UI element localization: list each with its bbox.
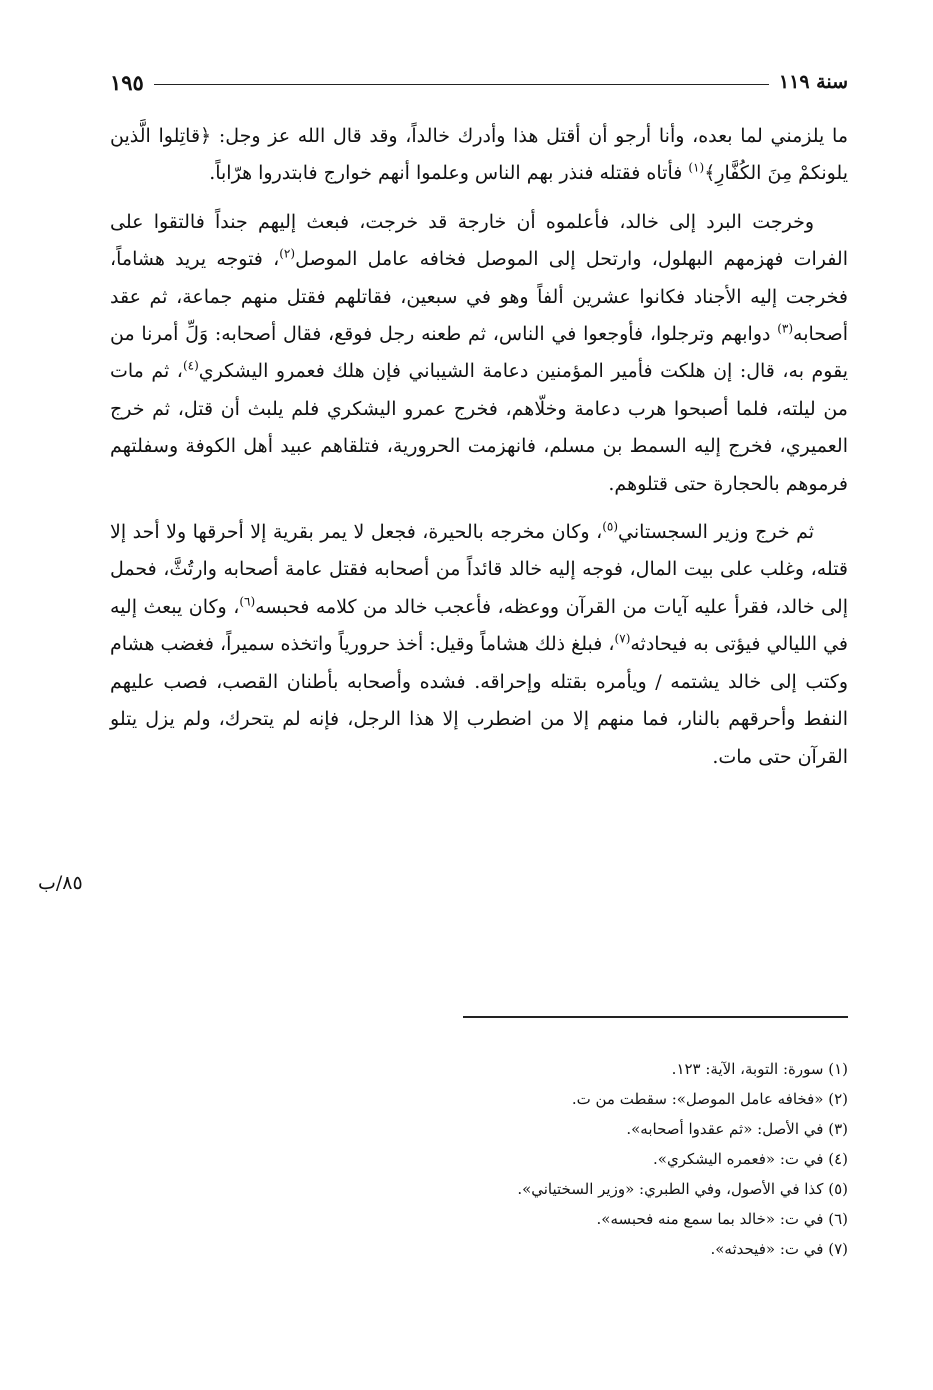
footnote-ref: (٧) — [614, 631, 631, 646]
paragraph-1 — [110, 118, 848, 193]
paragraph-text: فأتاه فقتله فنذر بهم الناس وعلموا أنهم خوارج فابتدروا هرّاباً. — [209, 162, 689, 185]
footnote-ref: (٥) — [602, 519, 619, 534]
header-rule — [154, 84, 769, 85]
footnote-separator — [463, 1016, 848, 1018]
footnote-2: (٢) «فخافه عامل الموصل»: سقطت من ت. — [571, 1090, 848, 1108]
paragraph-3 — [110, 514, 848, 776]
running-title: سنة ١١٩ — [778, 71, 848, 93]
footnote-ref: (٢) — [279, 246, 296, 261]
paragraph-text: دوابهم وترجلوا، فأوجعوا في الناس، ثم طعنه رجل فوقع، فقال أصحابه: وَلِّ أمرنا من يقوم به، قال: إن هلكت فأمير المؤمنين دعامة الشيباني فإن هلك فعمرو اليشكري — [110, 323, 849, 383]
main-text — [110, 118, 848, 787]
paragraph-text: ، ثم مات من ليلته، فلما أصبحوا هرب دعامة وخلّاهم، فخرج عمرو اليشكري فلم يلبث أن قتل، ثم خرج العميري، فخرج إليه السمط بن مسلم، فانهزمت الحرورية، فتلقاهم عبيد أهل الكوفة وسفلتهم فرموهم بالحجارة حتى قتلوهم. — [110, 360, 848, 495]
footnote-7: (٧) في ت: «فيحدثه». — [710, 1240, 848, 1258]
footnote-6: (٦) في ت: «خالد بما سمع منه فحبسه». — [596, 1210, 848, 1228]
paragraph-text: ، وكان مخرجه بالحيرة، فجعل لا يمر بقرية إلا أحرقها ولا أحد إلا قتله، وغلب على بيت المال، فوجه إليه خالد قائداً من أصحابه فقتل عامة أصحابه وارتُثَّ، فحمل إلى خالد، فقرأ عليه آيات من القرآن ووعظه، فأعجب خالد من كلامه فحبسه — [110, 521, 848, 618]
footnote-5: (٥) كذا في الأصول، وفي الطبري: «وزير السختياني». — [517, 1180, 848, 1198]
paragraph-text: ، فتوجه يريد هشاماً، فخرجت إليه الأجناد فكانوا عشرين ألفاً وهو في سبعين، فقاتلهم فقتل منهم جماعة، ثم عقد أصحابه — [110, 248, 848, 346]
paragraph-text: ما يلزمني لما بعده، وأنا أرجو أن أقتل هذا وأدرك خالداً، وقد قال الله عز وجل: ﴿قاتِلوا الَّذين يلونكمْ مِنَ الكُفَّارِ﴾ — [110, 125, 848, 185]
page-header — [110, 62, 848, 102]
paragraph-text: ثم خرج وزير السجستاني — [618, 521, 814, 544]
page-number: ١٩٥ — [110, 69, 144, 95]
footnote-ref: (٣) — [777, 321, 794, 336]
footnotes — [110, 1054, 848, 1264]
footnote-ref: (١) — [688, 161, 705, 176]
footnote-ref: (٤) — [182, 359, 199, 374]
footnote-1: (١) سورة: التوبة، الآية: ١٢٣. — [671, 1060, 848, 1078]
paragraph-text: ، وكان يبعث إليه في الليالي فيؤتى به فيحادثه — [110, 595, 848, 656]
footnote-ref: (٦) — [239, 594, 256, 609]
paragraph-text: وخرجت البرد إلى خالد، فأعلموه أن خارجة قد خرجت، فبعث إليهم جنداً فالتقوا على الفرات فهزمهم البهلول، وارتحل إلى الموصل فخافه عامل الموصل — [110, 210, 848, 271]
paragraph-text: ، فبلغ ذلك هشاماً وقيل: أخذ حرورياً واتخذه سميراً، فغضب هشام وكتب إلى خالد يشتمه / ويأمره بقتله وإحراقه. فشده وأصحابه بأطنان القصب، فصب عليهم النفط وأحرقهم بالنار، فما منهم إلا من اضطرب إلا هذا الرجل، فإنه لم يتحرك، ولم يزل يتلو القرآن حتى مات. — [110, 633, 848, 768]
footnote-4: (٤) في ت: «فعمره اليشكري». — [653, 1150, 848, 1168]
footnote-3: (٣) في الأصل: «ثم عقدوا أصحابه». — [626, 1120, 848, 1138]
manuscript-folio-note: ٨٥/ب — [38, 872, 83, 894]
paragraph-2 — [110, 204, 848, 503]
